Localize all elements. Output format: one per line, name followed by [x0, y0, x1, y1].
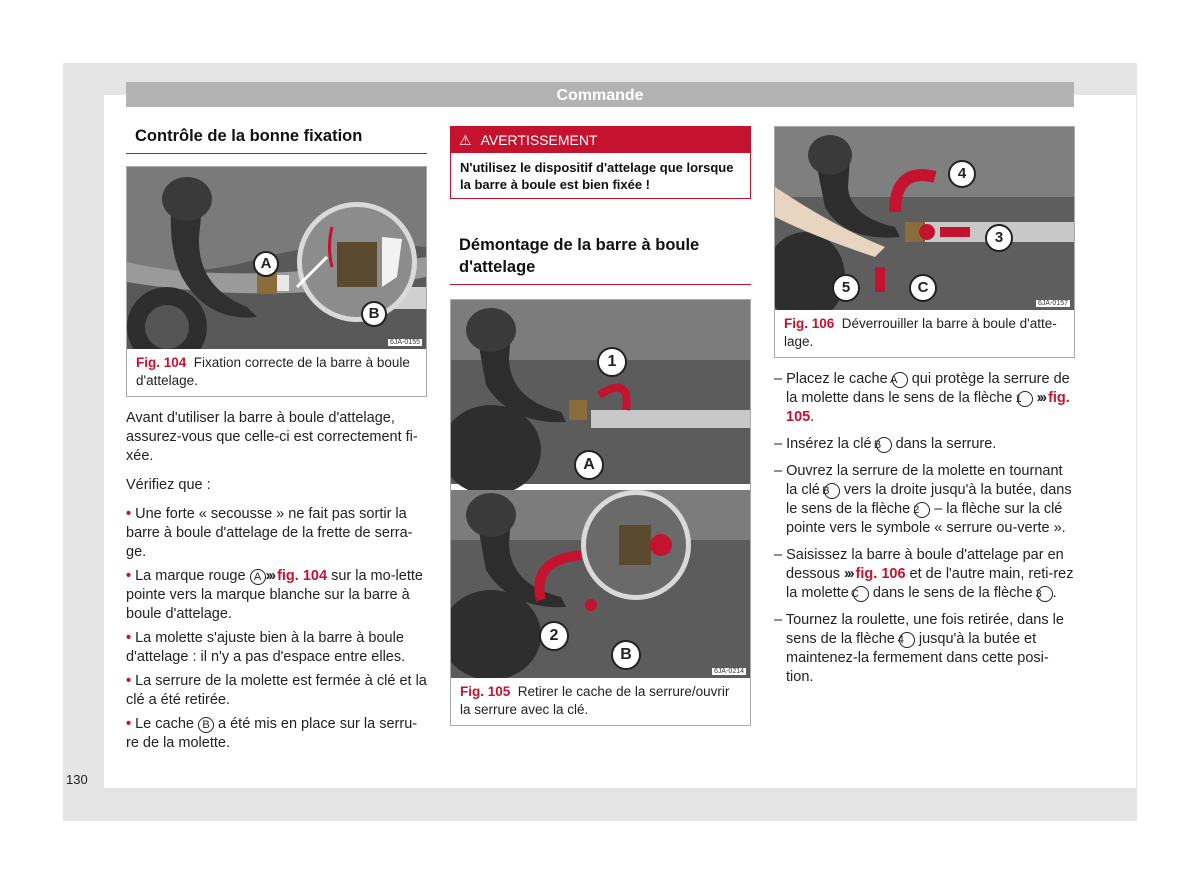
step-badge: 2	[914, 502, 930, 518]
image-code: 6JA-0214	[714, 668, 744, 675]
warning-header: ⚠ AVERTISSEMENT	[451, 127, 750, 153]
figure-106-caption: Fig. 106 Déverrouiller la barre à boule d'atte-lage.	[784, 316, 1057, 349]
warning-box	[450, 126, 751, 199]
marker-b: B	[611, 640, 641, 670]
column-2	[450, 126, 751, 726]
list-item: • La molette s'ajuste bien à la barre à boule d'attelage : il n'y a pas d'espace entre elles.	[126, 630, 406, 665]
section-title-fixation: Contrôle de la bonne fixation	[126, 118, 427, 154]
figure-106-image	[775, 127, 1074, 310]
list-item: – Tournez la roulette, une fois retirée, dans le sens de la flèche 4 jusqu'à la butée et maintenez-la fermement dans cette posi-tion.	[774, 612, 1064, 685]
label-badge: A	[250, 569, 266, 585]
figure-link[interactable]: ››› fig. 104	[265, 568, 328, 584]
figure-link[interactable]: ››› fig. 105	[786, 390, 1070, 425]
column-3	[774, 126, 1075, 695]
image-code: 6JA-0155	[390, 339, 420, 346]
label-badge: A	[892, 372, 908, 388]
figure-link[interactable]: ››› fig. 106	[844, 566, 906, 582]
step-badge: 4	[899, 632, 915, 648]
verify-paragraph: Vérifiez que :	[126, 477, 211, 493]
warning-text: N'utilisez le dispositif d'attelage que lorsque la barre à boule est bien fixée !	[460, 160, 734, 192]
marker-3: 3	[985, 224, 1013, 252]
figure-105	[450, 299, 751, 726]
list-item: • Le cache B a été mis en place sur la serru-re de la molette.	[126, 716, 418, 751]
list-item: – Saisissez la barre à boule d'attelage par en dessous ››› fig. 106 et de l'autre main, reti-rez la molette C dans le sens de la flèche 3 .	[774, 547, 1074, 601]
marker-a: A	[253, 251, 279, 277]
figure-104-image	[127, 167, 426, 349]
step-badge: 1	[1017, 391, 1033, 407]
check-list	[126, 505, 427, 753]
marker-c: C	[909, 274, 937, 302]
label-badge: B	[876, 437, 892, 453]
figure-106	[774, 126, 1075, 358]
marker-a: A	[574, 450, 604, 480]
list-item: • La marque rouge A ››› fig. 104 sur la mo-lette pointe vers la marque blanche sur la barre à boule d'attelage.	[126, 568, 423, 622]
figure-105-image	[451, 300, 750, 678]
list-item: • Une forte « secousse » ne fait pas sortir la barre à boule d'attelage de la frette de serra-ge.	[126, 506, 413, 560]
image-code: 6JA-0157	[1038, 300, 1068, 307]
page-number: 130	[66, 772, 88, 787]
marker-2: 2	[539, 621, 569, 651]
step-list	[774, 370, 1075, 687]
figure-104-caption: Fig. 104 Fixation correcte de la barre à boule d'attelage.	[136, 355, 410, 388]
intro-paragraph: Avant d'utiliser la barre à boule d'attelage, assurez-vous que celle-ci est correctement fi-xée.	[126, 410, 418, 464]
list-item: – Insérez la clé B dans la serrure.	[774, 436, 997, 452]
warning-triangle-icon: ⚠	[459, 132, 472, 148]
marker-4: 4	[948, 160, 976, 188]
list-item: – Placez le cache A qui protège la serrure de la molette dans le sens de la flèche 1 ››› fig. 105.	[774, 371, 1070, 425]
figure-105-caption: Fig. 105 Retirer le cache de la serrure/ouvrir la serrure avec la clé.	[460, 684, 730, 717]
marker-1: 1	[597, 347, 627, 377]
list-item: – Ouvrez la serrure de la molette en tournant la clé B vers la droite jusqu'à la butée, dans le sens de la flèche 2 – la flèche sur la clé pointe vers le symbole « serrure ou-verte ».	[774, 463, 1072, 536]
label-badge: C	[853, 586, 869, 602]
marker-b: B	[361, 301, 387, 327]
label-badge: B	[824, 483, 840, 499]
list-item: • La serrure de la molette est fermée à clé et la clé a été retirée.	[126, 673, 427, 708]
step-badge: 3	[1037, 586, 1053, 602]
marker-5: 5	[832, 274, 860, 302]
figure-104	[126, 166, 427, 397]
column-1	[126, 118, 427, 753]
label-badge: B	[198, 717, 214, 733]
section-title-demontage: Démontage de la barre à boule d'attelage	[450, 227, 751, 285]
chapter-header: Commande	[126, 82, 1074, 107]
